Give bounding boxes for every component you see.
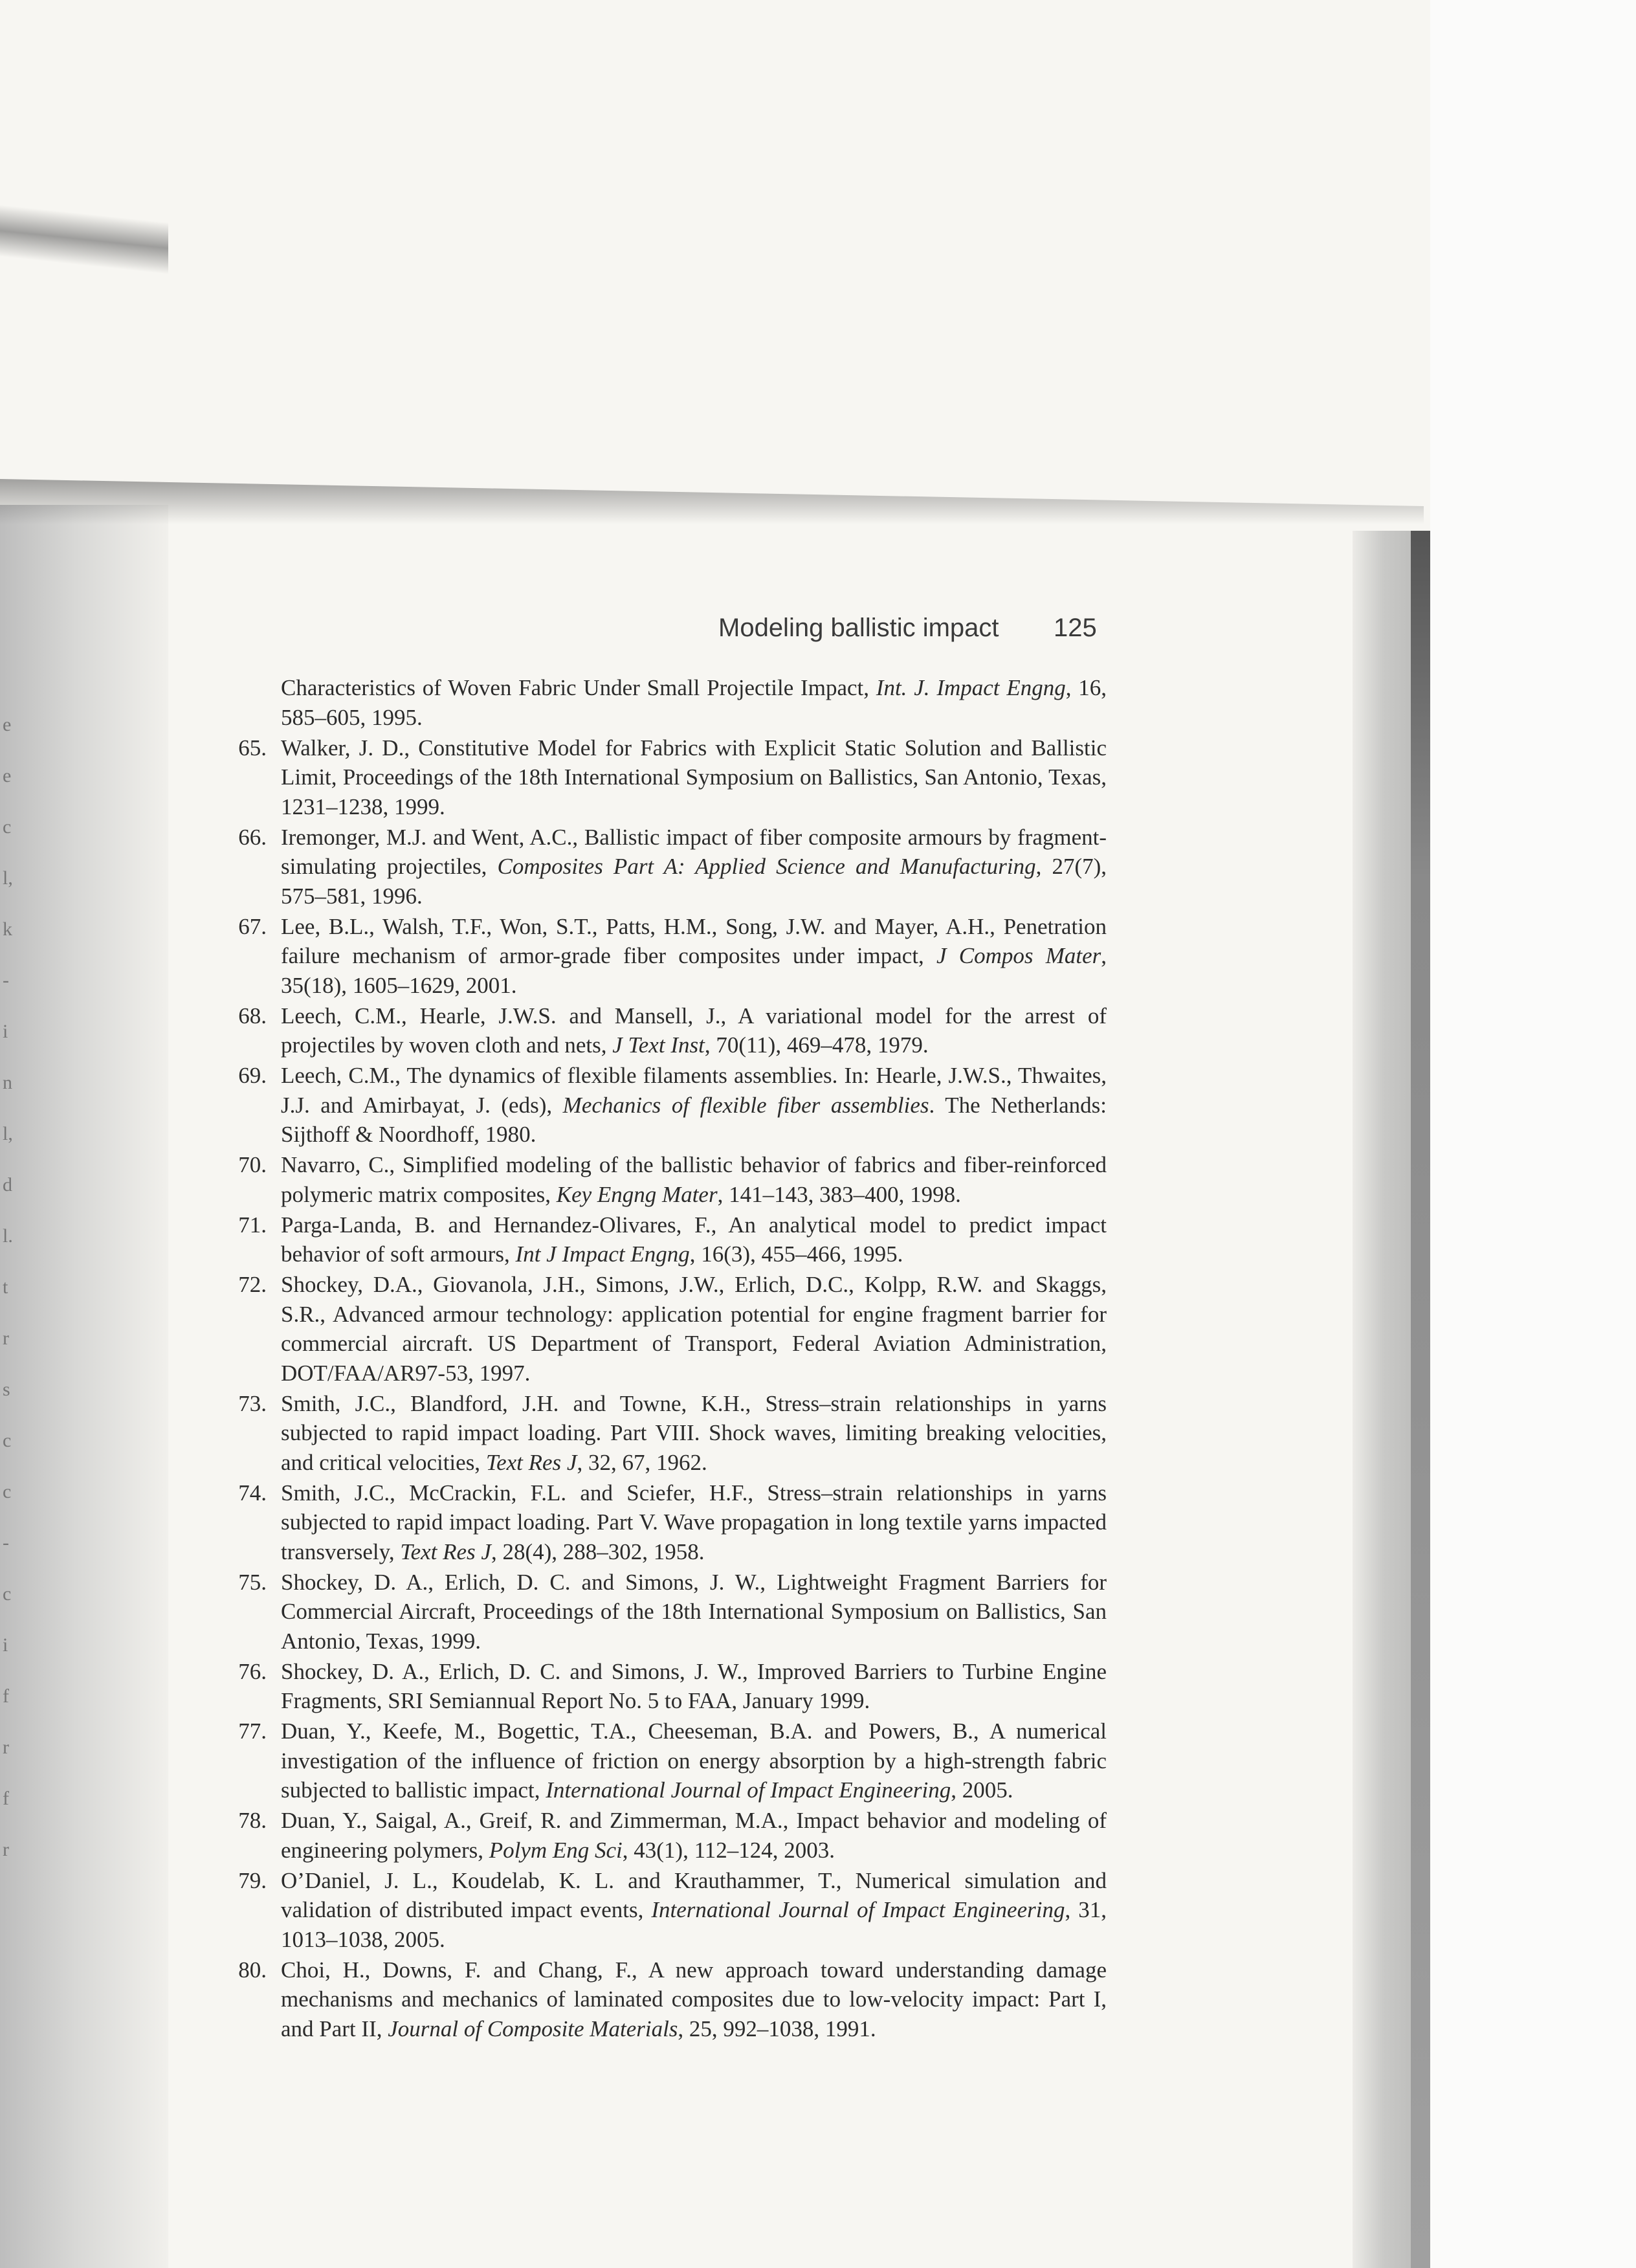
reference-text-segment: Duan, Y., Keefe, M., Bogettic, T.A., Cheeseman, B.A. and Powers, B., A numerical investigation of the influence of friction on energy absorption by a high-strength fabric subjected to ballistic impact, — [281, 1718, 1107, 1803]
reference-item — [227, 1568, 1107, 1656]
reference-text-segment: , 25, 992–1038, 1991. — [678, 2016, 876, 2041]
reference-text-segment: Shockey, D. A., Erlich, D. C. and Simons, J. W., Lightweight Fragment Barriers for Commercial Aircraft, Proceedings of the 18th International Symposium on Ballistics, San Antonio, Texas, 1999. — [281, 1569, 1107, 1654]
reference-text-segment: Duan, Y., Saigal, A., Greif, R. and Zimmerman, M.A., Impact behavior and modeling of engineering polymers, — [281, 1808, 1107, 1863]
reference-text-segment: , 70(11), 469–478, 1979. — [704, 1032, 929, 1058]
reference-text-segment: Lee, B.L., Walsh, T.F., Won, S.T., Patts, H.M., Song, J.W. and Mayer, A.H., Penetration failure mechanism of armor-grade fiber composites under impact, — [281, 913, 1107, 968]
edge-fragment: r — [3, 1737, 9, 1758]
edge-fragment: c — [3, 816, 12, 838]
reference-text — [281, 733, 1107, 822]
reference-text-segment: , 27(7), 575–581, 1996. — [281, 854, 1107, 909]
edge-fragment: i — [3, 1634, 8, 1656]
reference-text-segment: , 31, 1013–1038, 2005. — [281, 1897, 1107, 1952]
reference-text-segment: Parga-Landa, B. and Hernandez-Olivares, F., An analytical model to predict impact behavior of soft armours, — [281, 1212, 1107, 1267]
reference-text-segment: , 16(3), 455–466, 1995. — [689, 1241, 903, 1267]
reference-number: 74. — [238, 1480, 267, 1506]
reference-source-title: International Journal of Impact Engineering — [546, 1777, 951, 1803]
reference-text-segment: . The Netherlands: Sijthoff & Noordhoff, 1980. — [281, 1092, 1107, 1147]
page-edge-dark-right — [1411, 531, 1430, 2268]
reference-text — [281, 1210, 1107, 1269]
reference-source-title: Int J Impact Engng — [515, 1241, 690, 1267]
edge-fragment: l, — [3, 1123, 13, 1144]
running-title: Modeling ballistic impact — [718, 614, 999, 642]
edge-fragment: - — [3, 970, 9, 991]
reference-source-title: Polym Eng Sci — [489, 1837, 623, 1863]
edge-fragment: i — [3, 1021, 8, 1042]
reference-item — [227, 1478, 1107, 1567]
edge-fragment: r — [3, 1839, 9, 1860]
reference-text-segment: , 32, 67, 1962. — [577, 1449, 707, 1475]
reference-text — [281, 1150, 1107, 1209]
reference-number: 68. — [238, 1003, 267, 1028]
reference-item — [227, 1061, 1107, 1150]
reference-source-title: Composites Part A: Applied Science and Manufacturing — [497, 854, 1036, 879]
reference-number: 67. — [238, 913, 267, 939]
reference-item — [227, 1389, 1107, 1478]
reference-source-title: Text Res J — [485, 1449, 577, 1475]
reference-text-segment: Iremonger, M.J. and Went, A.C., Ballistic impact of fiber composite armours by fragment-simulating projectiles, — [281, 824, 1107, 879]
reference-source-title: Int. J. Impact Engng — [876, 675, 1066, 700]
reference-item — [227, 1150, 1107, 1209]
edge-fragment: l, — [3, 867, 13, 889]
edge-fragment: c — [3, 1430, 12, 1451]
reference-text-segment: Walker, J. D., Constitutive Model for Fabrics with Explicit Static Solution and Ballistic Limit, Proceedings of the 18th International Symposium on Ballistics, San Antonio, Texas, 1231–1238, 1999. — [281, 735, 1107, 819]
reference-source-title: Mechanics of flexible fiber assemblies — [562, 1092, 929, 1118]
reference-number: 77. — [238, 1718, 267, 1744]
edge-fragment: d — [3, 1174, 12, 1195]
reference-item — [227, 823, 1107, 911]
reference-text — [281, 823, 1107, 911]
reference-source-title: J Compos Mater — [936, 943, 1101, 968]
reference-text — [281, 1270, 1107, 1388]
page-edge-shadow-top — [0, 479, 1424, 524]
reference-source-title: Text Res J — [400, 1539, 491, 1564]
edge-fragment: e — [3, 765, 12, 786]
reference-number: 70. — [238, 1152, 267, 1177]
reference-text-segment: , 141–143, 383–400, 1998. — [717, 1181, 961, 1207]
reference-text — [281, 1806, 1107, 1865]
reference-number: 66. — [238, 824, 267, 850]
scan-streak — [0, 205, 168, 274]
reference-number: 76. — [238, 1658, 267, 1684]
reference-list — [227, 673, 1107, 2045]
reference-text-segment: , 2005. — [951, 1777, 1013, 1803]
reference-text — [281, 912, 1107, 1001]
reference-text-segment: O’Daniel, J. L., Koudelab, K. L. and Krauthammer, T., Numerical simulation and validation of distributed impact events, — [281, 1867, 1107, 1922]
reference-text-segment: Characteristics of Woven Fabric Under Small Projectile Impact, — [281, 675, 876, 700]
scan-background-right — [1430, 0, 1636, 2268]
reference-text-segment: , 16, 585–605, 1995. — [281, 675, 1107, 730]
reference-number: 79. — [238, 1867, 267, 1893]
reference-text-segment: Shockey, D. A., Erlich, D. C. and Simons, J. W., Improved Barriers to Turbine Engine Fragments, SRI Semiannual Report No. 5 to FAA, January 1999. — [281, 1658, 1107, 1713]
reference-number: 80. — [238, 1957, 267, 1983]
edge-fragment: f — [3, 1685, 9, 1707]
edge-fragment: l. — [3, 1225, 13, 1247]
reference-text-segment: , 35(18), 1605–1629, 2001. — [281, 943, 1107, 998]
edge-fragment: k — [3, 918, 12, 940]
reference-text — [281, 1866, 1107, 1955]
reference-source-title: Journal of Composite Materials — [388, 2016, 678, 2041]
reference-number: 78. — [238, 1808, 267, 1833]
edge-fragment: f — [3, 1788, 9, 1809]
reference-text-segment: , 28(4), 288–302, 1958. — [491, 1539, 705, 1564]
edge-fragment: r — [3, 1328, 9, 1349]
reference-item — [227, 673, 1107, 732]
reference-item — [227, 1210, 1107, 1269]
reference-text — [281, 1568, 1107, 1656]
reference-text — [281, 1717, 1107, 1805]
reference-item — [227, 1955, 1107, 2044]
edge-fragment: n — [3, 1072, 12, 1093]
reference-item — [227, 1001, 1107, 1060]
reference-source-title: International Journal of Impact Engineering — [651, 1897, 1065, 1922]
reference-text — [281, 1955, 1107, 2044]
reference-text — [281, 1478, 1107, 1567]
reference-text — [281, 1061, 1107, 1150]
edge-fragment: c — [3, 1583, 12, 1605]
edge-fragment: s — [3, 1379, 10, 1400]
edge-fragment: e — [3, 714, 12, 735]
reference-source-title: Key Engng Mater — [556, 1181, 718, 1207]
reference-number: 75. — [238, 1569, 267, 1595]
reference-number: 73. — [238, 1390, 267, 1416]
reference-text-segment: Shockey, D.A., Giovanola, J.H., Simons, J.W., Erlich, D.C., Kolpp, R.W. and Skaggs, S.R., Advanced armour technology: application potential for engine fragment barrier for commercial aircraft. US Department of Transport, Federal Aviation Administration, DOT/FAA/AR97-53, 1997. — [281, 1272, 1107, 1386]
reference-text-segment: Navarro, C., Simplified modeling of the ballistic behavior of fabrics and fiber-reinforced polymeric matrix composites, — [281, 1152, 1107, 1207]
reference-text — [281, 1001, 1107, 1060]
reference-number: 69. — [238, 1063, 267, 1088]
page-number: 125 — [1054, 614, 1097, 642]
reference-text-segment: Choi, H., Downs, F. and Chang, F., A new approach toward understanding damage mechanisms and mechanics of laminated composites due to low-velocity impact: Part I, and Part II, — [281, 1957, 1107, 2041]
reference-number: 72. — [238, 1272, 267, 1297]
reference-text-segment: Leech, C.M., Hearle, J.W.S. and Mansell, J., A variational model for the arrest of projectiles by woven cloth and nets, — [281, 1003, 1107, 1058]
reference-text — [281, 673, 1107, 732]
reference-text — [281, 1657, 1107, 1716]
reference-number: 71. — [238, 1212, 267, 1238]
reference-item — [227, 1657, 1107, 1716]
reference-number: 65. — [238, 735, 267, 761]
reference-text — [281, 1389, 1107, 1478]
reference-item — [227, 1270, 1107, 1388]
reference-item — [227, 1866, 1107, 1955]
reference-text-segment: Leech, C.M., The dynamics of flexible filaments assemblies. In: Hearle, J.W.S., Thwaites, J.J. and Amirbayat, J. (eds), — [281, 1063, 1107, 1118]
reference-source-title: J Text Inst — [612, 1032, 705, 1058]
reference-item — [227, 912, 1107, 1001]
facing-page-edge-text — [3, 699, 28, 1875]
edge-fragment: - — [3, 1532, 9, 1553]
edge-fragment: t — [3, 1276, 8, 1298]
reference-item — [227, 733, 1107, 822]
reference-item — [227, 1717, 1107, 1805]
reference-text-segment: Smith, J.C., Blandford, J.H. and Towne, K.H., Stress–strain relationships in yarns subjected to rapid impact loading. Part VIII. Shock waves, limiting breaking velocities, and critical velocities, — [281, 1390, 1107, 1475]
edge-fragment: c — [3, 1481, 12, 1502]
reference-text-segment: , 43(1), 112–124, 2003. — [622, 1837, 835, 1863]
reference-item — [227, 1806, 1107, 1865]
reference-text-segment: Smith, J.C., McCrackin, F.L. and Sciefer, H.F., Stress–strain relationships in yarns subjected to rapid impact loading. Part V. Wave propagation in long textile yarns impacted transversely, — [281, 1480, 1107, 1564]
